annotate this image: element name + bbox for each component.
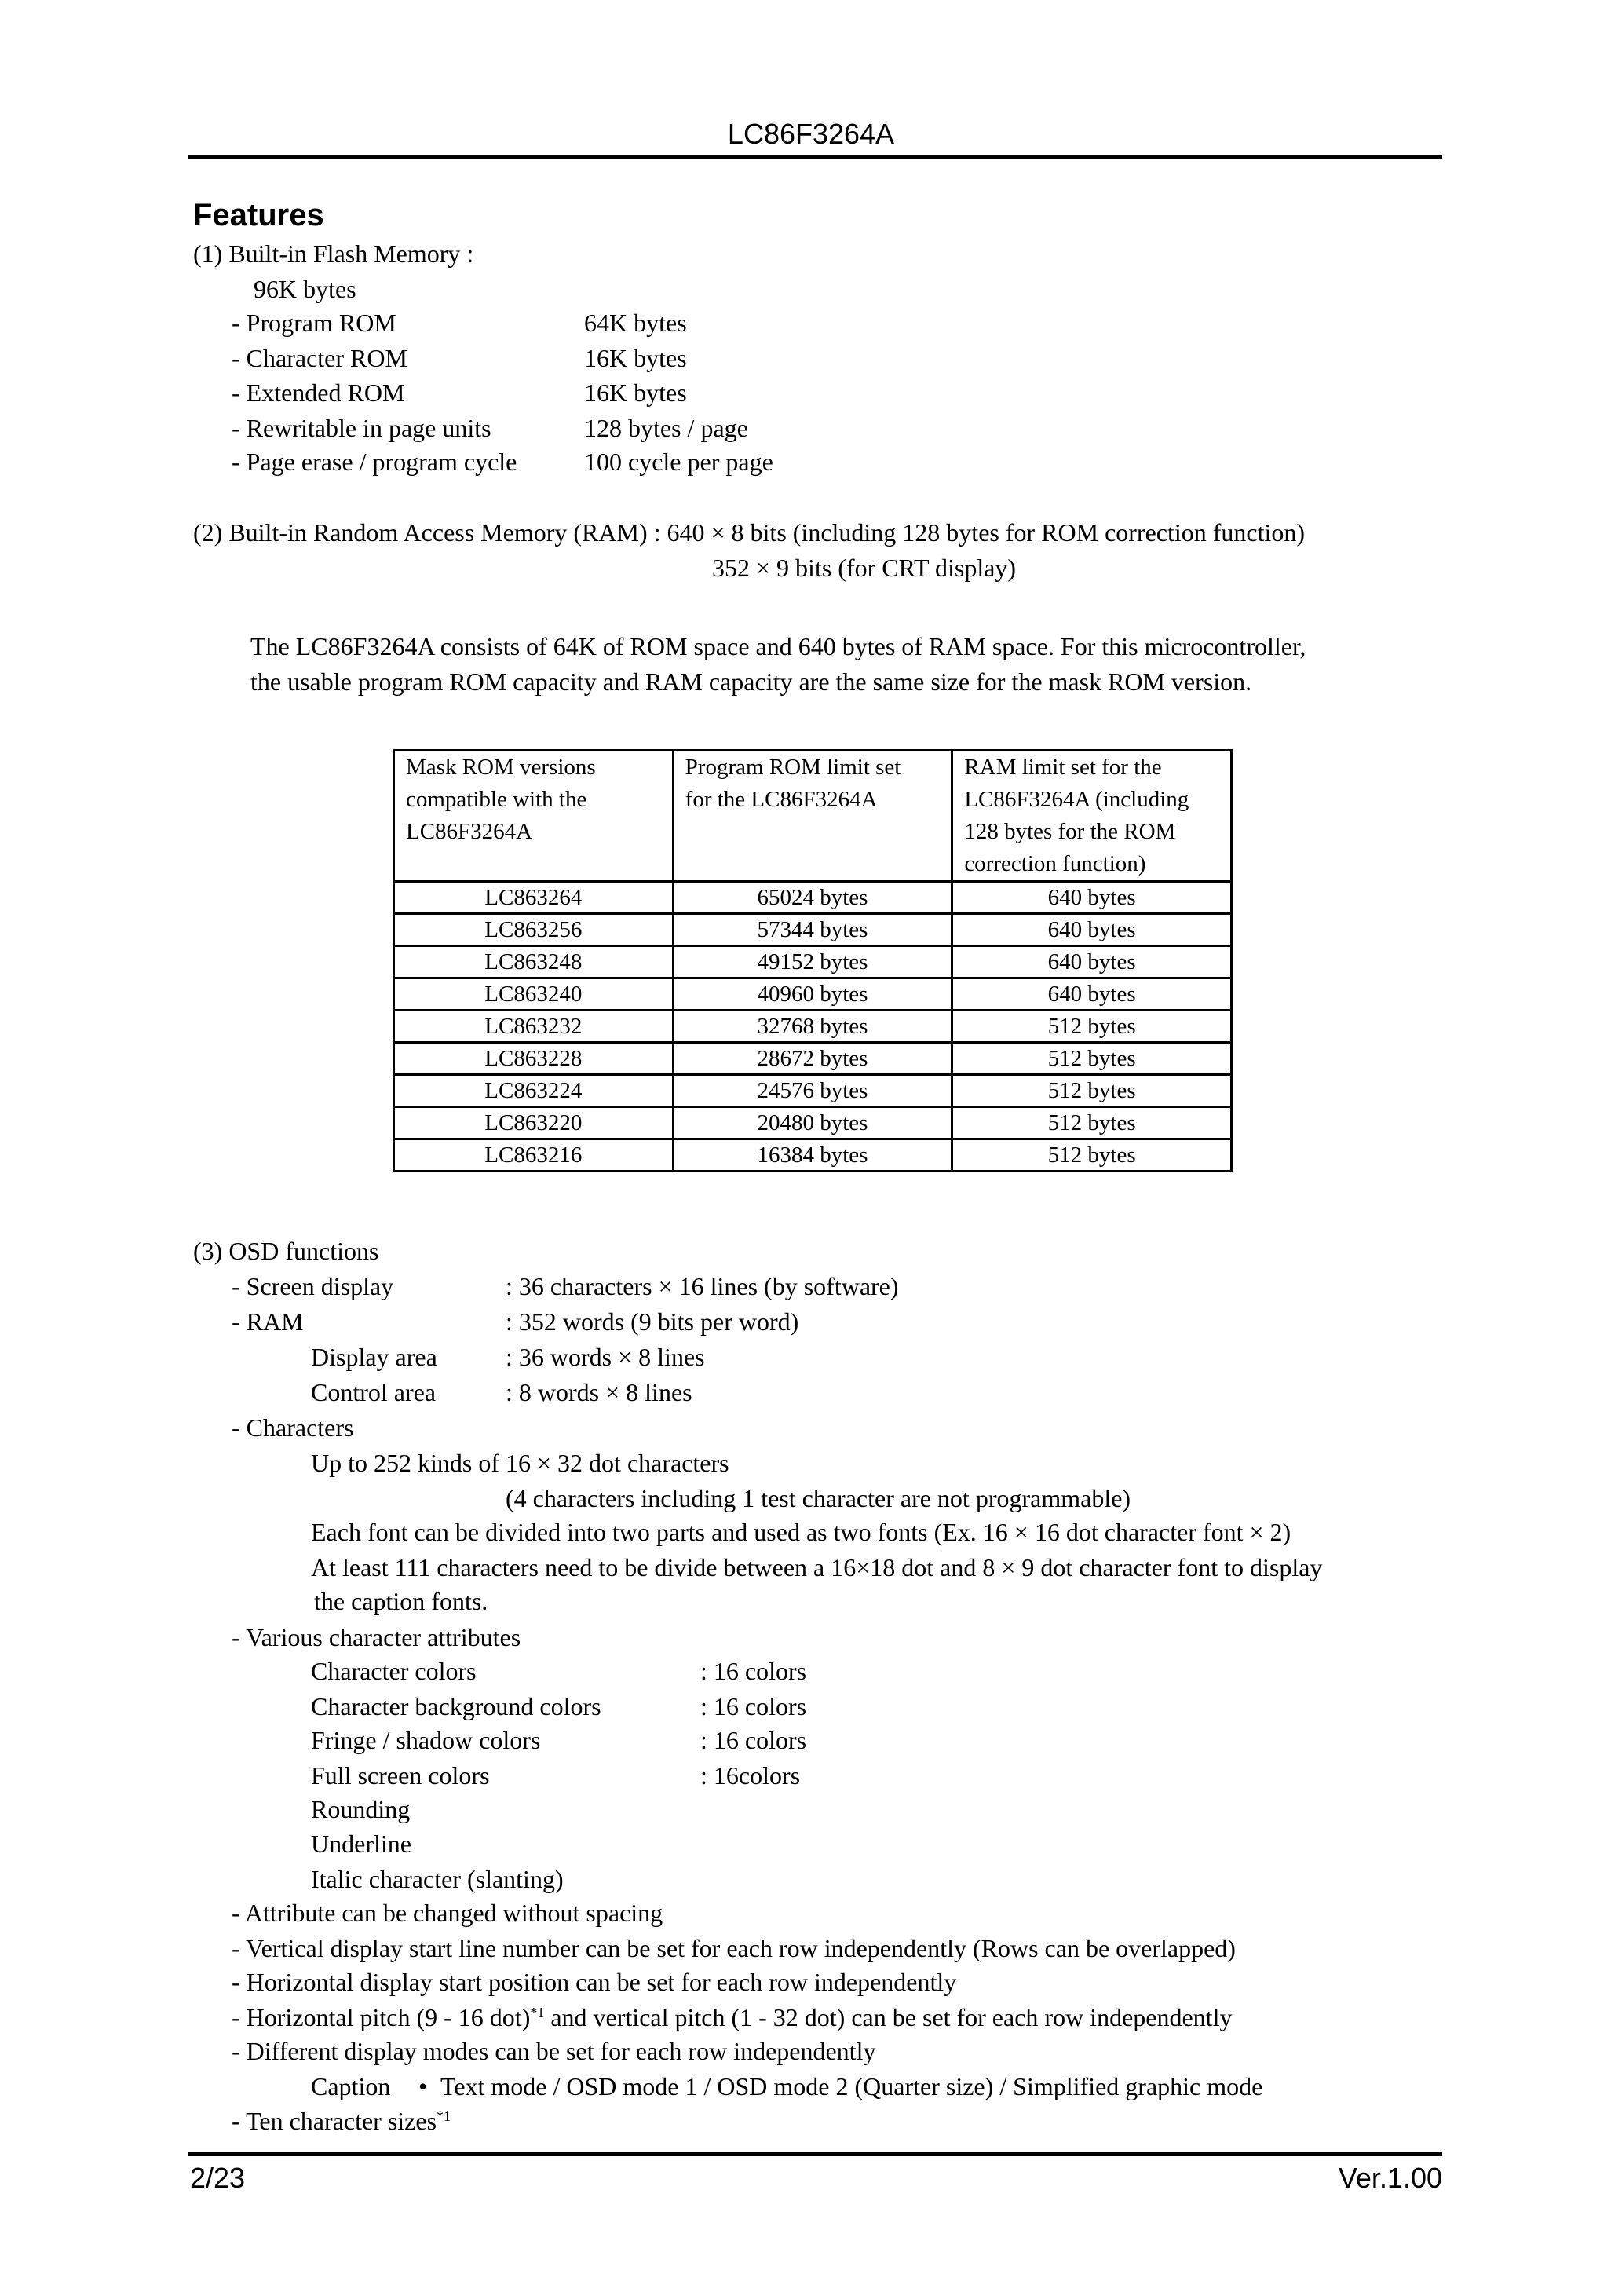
mode-list: Text mode / OSD mode 1 / OSD mode 2 (Quarter size) / Simplified graphic mode [440,2072,1263,2100]
s2-line2: 352 × 9 bits (for CRT display) [712,554,1017,582]
header-ram-limit [952,751,1232,882]
attr-value: : 16 colors [700,1692,807,1720]
table-row [394,914,1232,946]
table-row [394,946,1232,978]
header-line: Mask ROM versions [406,755,596,780]
header-line: 128 bytes for the ROM [964,819,1176,844]
table-row [394,882,1232,914]
osd-label: - Screen display [232,1272,394,1300]
osd-text: (4 characters including 1 test character are not programmable) [506,1484,1131,1512]
header-line: correction function) [964,851,1146,876]
attr-label: Character background colors [311,1692,601,1720]
osd-bullet [232,2105,451,2137]
osd-bullet [232,2002,1232,2033]
spec-value: 64K bytes [584,309,687,337]
spec-label: - Program ROM [232,309,396,337]
s2-title: (2) Built-in Random Access Memory (RAM) : 640 × 8 bits (including 128 bytes for ROM correction function) [193,518,1306,547]
osd-bullet: - Characters [232,1413,354,1442]
mask-rom-cell: LC863232 [394,1011,674,1043]
header-mask-rom [394,751,674,882]
osd-value: : 8 words × 8 lines [506,1378,692,1406]
s2-paragraph-line2: the usable program ROM capacity and RAM capacity are the same size for the mask ROM version. [250,667,1252,696]
spec-label: - Character ROM [232,344,407,372]
document-title: LC86F3264A [727,118,895,150]
mode-caption: Caption [311,2072,391,2100]
ram-limit-cell: 512 bytes [952,1075,1232,1107]
header-line: LC86F3264A (including [964,787,1189,812]
ram-limit-cell: 640 bytes [952,978,1232,1011]
header-line: compatible with the [406,787,587,812]
osd-label: Control area [311,1378,437,1406]
mask-rom-cell: LC863228 [394,1043,674,1075]
spec-value: 16K bytes [584,378,687,407]
header-rule [188,155,1442,159]
mask-rom-cell: LC863240 [394,978,674,1011]
osd-text: the caption fonts. [314,1587,488,1615]
program-rom-cell: 24576 bytes [673,1075,952,1107]
program-rom-cell: 28672 bytes [673,1043,952,1075]
footnote-marker: *1 [530,2005,545,2020]
header-line: Program ROM limit set [685,755,901,780]
page-number: 2/23 [190,2162,246,2194]
osd-bullet: - Different display modes can be set for each row independently [232,2037,876,2065]
mask-rom-cell: LC863216 [394,1139,674,1172]
program-rom-cell: 57344 bytes [673,914,952,946]
program-rom-cell: 65024 bytes [673,882,952,914]
attr-value: : 16colors [700,1761,801,1790]
osd-text: Each font can be divided into two parts and used as two fonts (Ex. 16 × 16 dot character font × 2) [311,1518,1291,1546]
osd-label: Display area [311,1343,437,1371]
program-rom-cell: 32768 bytes [673,1011,952,1043]
ram-limit-cell: 640 bytes [952,914,1232,946]
osd-text: Up to 252 kinds of 16 × 32 dot characters [311,1449,729,1477]
ram-limit-cell: 640 bytes [952,882,1232,914]
spec-value: 16K bytes [584,344,687,372]
header-line: RAM limit set for the [964,755,1162,780]
program-rom-cell: 16384 bytes [673,1139,952,1172]
attr-label: Full screen colors [311,1761,490,1790]
attr-label: Italic character (slanting) [311,1865,564,1893]
table-row [394,1011,1232,1043]
program-rom-cell: 40960 bytes [673,978,952,1011]
s1-title: (1) Built-in Flash Memory : [193,239,474,268]
mask-rom-cell: LC863264 [394,882,674,914]
mask-rom-cell: LC863220 [394,1107,674,1139]
osd-label: - RAM [232,1307,304,1336]
osd-text: - Ten character sizes [232,2107,437,2135]
mask-rom-cell: LC863256 [394,914,674,946]
attr-label: Fringe / shadow colors [311,1726,541,1754]
footnote-marker: *1 [437,2108,451,2124]
program-rom-cell: 49152 bytes [673,946,952,978]
attr-label: Character colors [311,1657,477,1685]
version-label: Ver.1.00 [1338,2162,1442,2194]
ram-limit-cell: 512 bytes [952,1043,1232,1075]
s3-title: (3) OSD functions [193,1237,379,1265]
table-row [394,1043,1232,1075]
table-row [394,978,1232,1011]
program-rom-cell: 20480 bytes [673,1107,952,1139]
osd-bullet: - Various character attributes [232,1623,521,1651]
attr-value: : 16 colors [700,1726,807,1754]
header-program-rom [673,751,952,882]
mask-rom-cell: LC863224 [394,1075,674,1107]
header-line: for the LC86F3264A [685,787,878,812]
mask-rom-cell: LC863248 [394,946,674,978]
bullet-icon: • [418,2072,428,2100]
ram-limit-cell: 512 bytes [952,1107,1232,1139]
osd-value: : 36 characters × 16 lines (by software) [506,1272,899,1300]
osd-bullet: - Horizontal display start position can be set for each row independently [232,1968,957,1996]
osd-bullet: - Attribute can be changed without spacing [232,1899,663,1927]
osd-text: - Horizontal pitch (9 - 16 dot) [232,2003,531,2031]
spec-value: 100 cycle per page [584,448,773,476]
table-row [394,1107,1232,1139]
table-row [394,1139,1232,1172]
features-heading: Features [193,198,324,232]
attr-label: Underline [311,1830,411,1858]
spec-value: 128 bytes / page [584,414,748,442]
rom-ram-table [393,749,1233,1172]
osd-text: At least 111 characters need to be divide between a 16×18 dot and 8 × 9 dot character font to display [311,1553,1323,1581]
spec-label: - Extended ROM [232,378,405,407]
s2-paragraph-line1: The LC86F3264A consists of 64K of ROM space and 640 bytes of RAM space. For this microcontroller, [250,632,1306,660]
ram-limit-cell: 512 bytes [952,1139,1232,1172]
s1-total: 96K bytes [254,275,356,303]
osd-value: : 36 words × 8 lines [506,1343,705,1371]
table-row [394,1075,1232,1107]
spec-label: - Rewritable in page units [232,414,491,442]
table-header-row [394,751,1232,882]
osd-text: and vertical pitch (1 - 32 dot) can be set for each row independently [544,2003,1233,2031]
header-line: LC86F3264A [406,819,533,844]
spec-label: - Page erase / program cycle [232,448,517,476]
attr-value: : 16 colors [700,1657,807,1685]
osd-value: : 352 words (9 bits per word) [506,1307,799,1336]
osd-bullet: - Vertical display start line number can be set for each row independently (Rows can be overlapped) [232,1934,1236,1962]
footer-rule [188,2152,1442,2156]
attr-label: Rounding [311,1795,411,1823]
ram-limit-cell: 640 bytes [952,946,1232,978]
ram-limit-cell: 512 bytes [952,1011,1232,1043]
